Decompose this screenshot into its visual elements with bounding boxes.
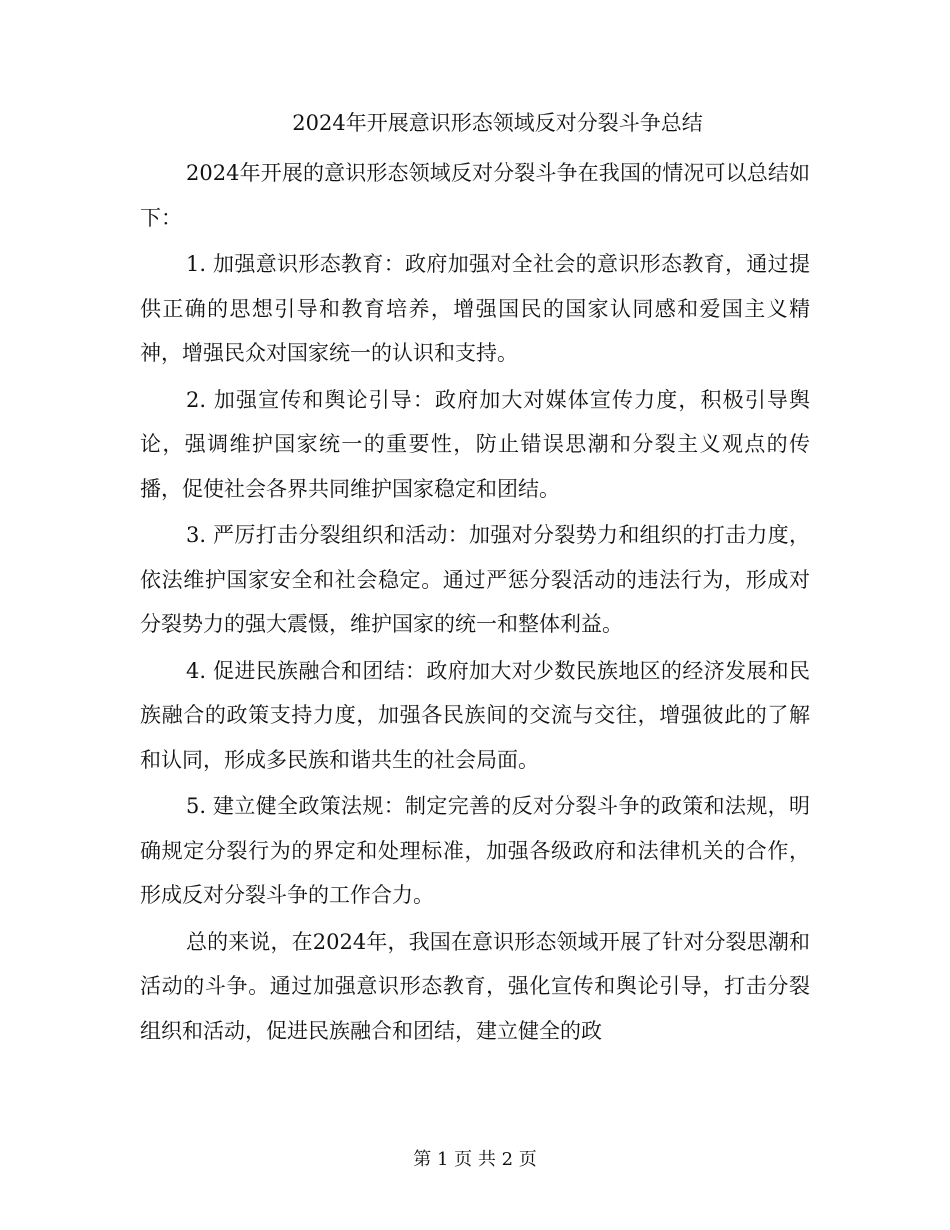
list-item: 3. 严厉打击分裂组织和活动：加强对分裂势力和组织的打击力度，依法维护国家安全和社会稳定。通过严惩分裂活动的违法行为，形成对分裂势力的强大震慑，维护国家的统一和整体利益。: [140, 523, 810, 636]
summary-paragraph: 总的来说，在2024年，我国在意识形态领域开展了针对分裂思潮和活动的斗争。通过加强意识形态教育，强化宣传和舆论引导，打击分裂组织和活动，促进民族融合和团结，建立健全的政: [140, 929, 810, 1043]
document-title: 2024年开展意识形态领域反对分裂斗争总结: [292, 111, 703, 135]
list-item: 2. 加强宣传和舆论引导：政府加大对媒体宣传力度，积极引导舆论，强调维护国家统一的重要性，防止错误思潮和分裂主义观点的传播，促使社会各界共同维护国家稳定和团结。: [140, 387, 810, 501]
list-item: 5. 建立健全政策法规：制定完善的反对分裂斗争的政策和法规，明确规定分裂行为的界定和处理标准，加强各级政府和法律机关的合作，形成反对分裂斗争的工作合力。: [140, 794, 810, 907]
page-number-footer: 第 1 页 共 2 页: [413, 1149, 537, 1170]
list-item: 4. 促进民族融合和团结：政府加大对少数民族地区的经济发展和民族融合的政策支持力度，加强各民族间的交流与交往，增强彼此的了解和认同，形成多民族和谐共生的社会局面。: [140, 658, 810, 772]
document-body: [140, 151, 810, 1055]
intro-paragraph: 2024年开展的意识形态领域反对分裂斗争在我国的情况可以总结如下：: [140, 161, 810, 230]
list-item: 1. 加强意识形态教育：政府加强对全社会的意识形态教育，通过提供正确的思想引导和教育培养，增强国民的国家认同感和爱国主义精神，增强民众对国家统一的认识和支持。: [140, 252, 810, 365]
